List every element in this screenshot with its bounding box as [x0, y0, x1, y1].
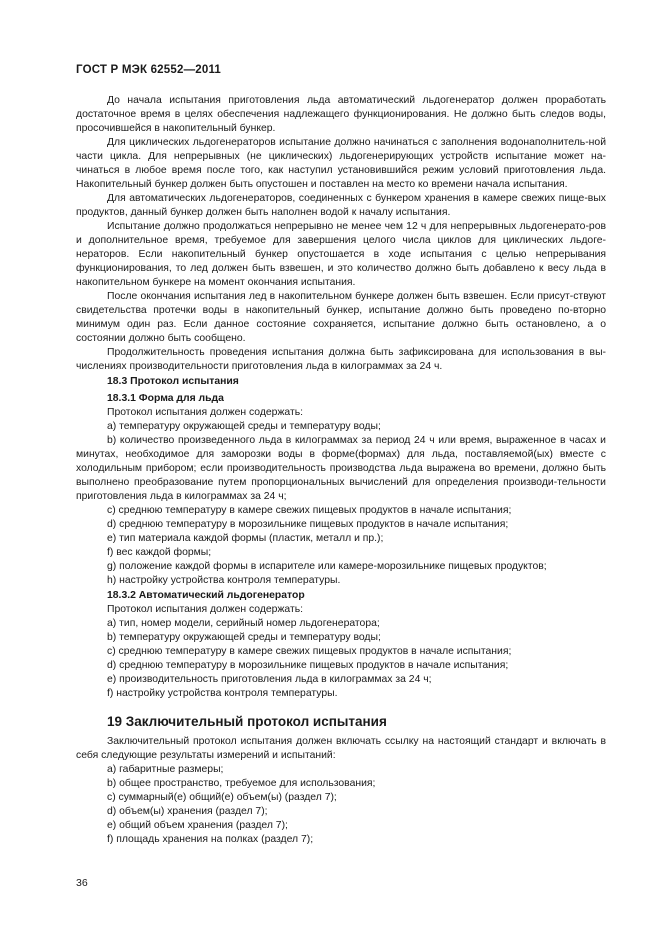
list-intro: Протокол испытания должен содержать: — [107, 407, 304, 418]
list-item: c) суммарный(е) общий(е) объем(ы) (раздел 7); — [107, 792, 337, 803]
paragraph: После окончания испытания лед в накопительном бункере должен быть взвешен. Если присут-ствуют свидетельства протечки воды в накопительный бункер, испытание должно быть проведено по-вторно минимум один раз. Если данное состояние сохраняется, испытание должно быть остановлено, а о состоянии должно быть сообщено. — [76, 291, 606, 344]
page-number: 36 — [76, 877, 88, 889]
list-item: c) среднюю температуру в камере свежих пищевых продуктов в начале испытания; — [107, 646, 512, 657]
list-item: f) вес каждой формы; — [107, 547, 212, 558]
document-header: ГОСТ Р МЭК 62552—2011 — [76, 64, 222, 76]
paragraph: Заключительный протокол испытания должен включать ссылку на настоящий стандарт и включать в себя следующие результаты измерений и испытаний: — [76, 736, 606, 761]
list-item: a) тип, номер модели, серийный номер льдогенератора; — [107, 618, 380, 629]
subsection-heading-18-3-1: 18.3.1 Форма для льда — [107, 393, 224, 404]
list-item: e) тип материала каждой формы (пластик, металл и пр.); — [107, 533, 384, 544]
list-item: b) температуру окружающей среды и температуру воды; — [107, 632, 381, 643]
list-item: f) настройку устройства контроля температуры. — [107, 688, 338, 699]
paragraph: Для циклических льдогенераторов испытание должно начинаться с заполнения водонаполнитель-ной части цикла. Для непрерывных (не циклических) льдогенерирующих устройств испытание может на-чинаться в любое время после того, как наступил установившийся режим условий приготовления льда. Накопительный бункер должен быть опустошен и поставлен на место ко времени начала испытания. — [76, 137, 606, 190]
list-item: g) положение каждой формы в испарителе или камере-морозильнике пищевых продуктов; — [107, 561, 547, 572]
list-item: f) площадь хранения на полках (раздел 7); — [107, 834, 314, 845]
paragraph: Для автоматических льдогенераторов, соединенных с бункером хранения в камере свежих пище-вых продуктов, данный бункер должен быть наполнен водой к началу испытания. — [76, 193, 606, 218]
list-item: d) объем(ы) хранения (раздел 7); — [107, 806, 268, 817]
list-item: a) габаритные размеры; — [107, 764, 224, 775]
list-item: b) общее пространство, требуемое для использования; — [107, 778, 376, 789]
paragraph: До начала испытания приготовления льда автоматический льдогенератор должен проработать достаточное время в целях обеспечения надлежащего функционирования. Не должно быть следов воды, просочившейся в накопительный бункер. — [76, 95, 606, 134]
subsection-heading-18-3-2: 18.3.2 Автоматический льдогенератор — [107, 590, 305, 601]
list-item: e) общий объем хранения (раздел 7); — [107, 820, 288, 831]
list-item: c) среднюю температуру в камере свежих пищевых продуктов в начале испытания; — [107, 505, 512, 516]
list-item: h) настройку устройства контроля температуры. — [107, 575, 341, 586]
page-content — [76, 94, 606, 847]
list-item: d) среднюю температуру в морозильнике пищевых продуктов в начале испытания; — [107, 519, 509, 530]
list-intro: Протокол испытания должен содержать: — [107, 604, 304, 615]
list-item: d) среднюю температуру в морозильнике пищевых продуктов в начале испытания; — [107, 660, 509, 671]
list-item: e) производительность приготовления льда в килограммах за 24 ч; — [107, 674, 432, 685]
paragraph: Продолжительность проведения испытания должна быть зафиксирована для использования в вы-числениях производительности приготовления льда в килограммах за 24 ч. — [76, 347, 606, 372]
paragraph: Испытание должно продолжаться непрерывно не менее чем 12 ч для непрерывных льдогенерато-ров и дополнительное время, требуемое для завершения целого числа циклов для циклических льдоге-нераторов. Если накопительный бункер опустошается в ходе испытания с целью непрерывания функционирования, то лед должен быть взвешен, и это количество должно быть добавлено к весу льда в накопительном бункере на момент окончания испытания. — [76, 221, 606, 288]
list-item: b) количество произведенного льда в килограммах за период 24 ч или время, выраженное в часах и минутах, необходимое для заморозки воды в форме(формах) для льда, поставляемой(ых) вместе с холодильным прибором; если производительность производства льда выражена во времени, должно быть выполнено преобразование путем пропорциональных вычислений для определения производи-тельности приготовления льда в килограммах за 24 ч; — [76, 435, 606, 502]
section-heading-18-3: 18.3 Протокол испытания — [107, 376, 239, 387]
section-heading-19: 19 Заключительный протокол испытания — [107, 714, 387, 729]
list-item: a) температуру окружающей среды и температуру воды; — [107, 421, 381, 432]
